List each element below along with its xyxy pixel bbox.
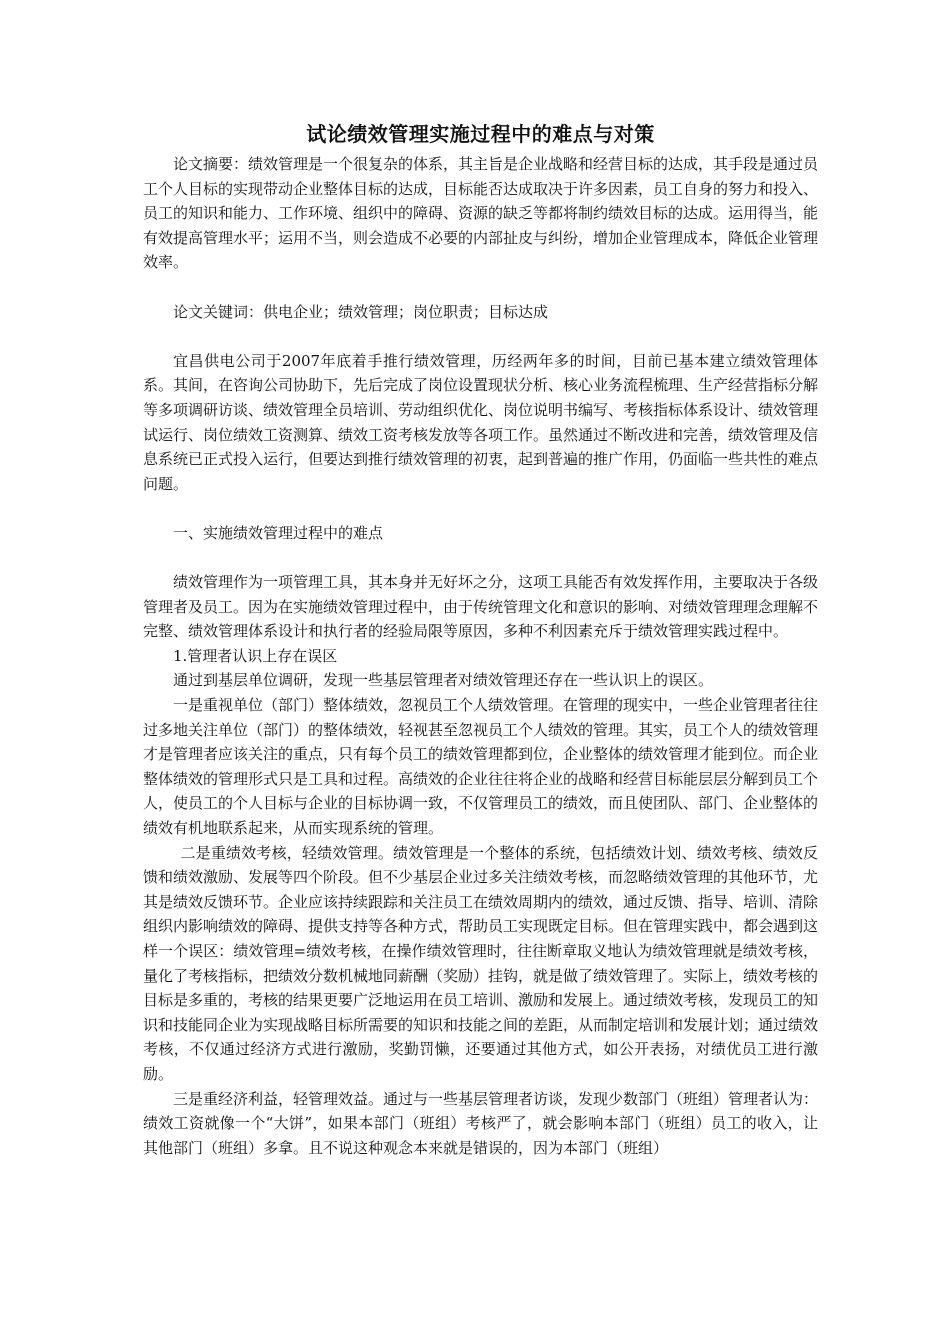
keywords-paragraph: 论文关键词：供电企业；绩效管理；岗位职责；目标达成 — [173, 302, 549, 321]
abstract-paragraph: 论文摘要：绩效管理是一个很复杂的体系，其主旨是企业战略和经营目标的达成，其手段是通过员工个人目标的实现带动企业整体目标的达成，目标能否达成取决于许多因素，员工自身的努力和投入、员工的知识和能力、工作环境、组织中的障碍、资源的缺乏等都将制约绩效目标的达成。运用得当，能有效提高管理水平；运用不当，则会造成不必要的内部扯皮与纠纷，增加企业管理成本，降低企业管理效率。 — [143, 155, 819, 272]
blank-line — [143, 275, 818, 300]
blank-line — [143, 324, 818, 349]
subsection-intro-paragraph: 通过到基层单位调研，发现一些基层管理者对绩效管理还存在一些认识上的误区。 — [173, 671, 714, 690]
document-body — [143, 116, 818, 1160]
intro-paragraph: 宜昌供电公司于2007年底着手推行绩效管理，历经两年多的时间，目前已基本建立绩效管理体系。其间，在咨询公司协助下，先后完成了岗位设置现状分析、核心业务流程梳理、生产经营指标分解等多项调研访谈、绩效管理全员培训、劳动组织优化、岗位说明书编写、考核指标体系设计、绩效管理试运行、岗位绩效工资测算、绩效工资考核发放等各项工作。虽然通过不断改进和完善，绩效管理及信息系统已正式投入运行，但要达到推行绩效管理的初衷，起到普遍的推广作用，仍面临一些共性的难点问题。 — [143, 351, 819, 493]
document-title: 试论绩效管理实施过程中的难点与对策 — [306, 122, 655, 146]
blank-line — [143, 496, 818, 521]
section-intro-paragraph: 绩效管理作为一项管理工具，其本身并无好坏之分，这项工具能否有效发挥作用，主要取决于各级管理者及员工。因为在实施绩效管理过程中，由于传统管理文化和意识的影响、对绩效管理理念理解不完整、绩效管理体系设计和执行者的经验局限等原因，多种不利因素充斥于绩效管理实践过程中。 — [143, 573, 819, 641]
blank-line — [143, 546, 818, 571]
subsection-heading: 1.管理者认识上存在误区 — [173, 646, 338, 665]
point-one-paragraph: 一是重视单位（部门）整体绩效，忽视员工个人绩效管理。在管理的现实中，一些企业管理者往往过多地关注单位（部门）的整体绩效，轻视甚至忽视员工个人绩效的管理。其实，员工个人的绩效管理才是管理者应该关注的重点，只有每个员工的绩效管理都到位，企业整体的绩效管理才能到位。而企业整体绩效的管理形式只是工具和过程。高绩效的企业往往将企业的战略和经营目标能层层分解到员工个人，使员工的个人目标与企业的目标协调一致，不仅管理员工的绩效，而且使团队、部门、企业整体的绩效有机地联系起来，从而实现系统的管理。 — [143, 696, 819, 838]
section-heading: 一、实施绩效管理过程中的难点 — [173, 523, 384, 542]
point-three-paragraph: 三是重经济利益，轻管理效益。通过与一些基层管理者访谈，发现少数部门（班组）管理者认为：绩效工资就像一个“大饼”，如果本部门（班组）考核严了，就会影响本部门（班组）员工的收入，让其他部门（班组）多拿。且不说这种观念本来就是错误的，因为本部门（班组） — [143, 1089, 819, 1157]
point-two-paragraph: 二是重绩效考核，轻绩效管理。绩效管理是一个整体的系统，包括绩效计划、绩效考核、绩效反馈和绩效激励、发展等四个阶段。但不少基层企业过多关注绩效考核，而忽略绩效管理的其他环节，尤其是绩效反馈环节。企业应该持续跟踪和关注员工在绩效周期内的绩效，通过反馈、指导、培训、清除组织内影响绩效的障碍、提供支持等各种方式，帮助员工实现既定目标。但在管理实践中，都会遇到这样一个误区：绩效管理=绩效考核，在操作绩效管理时，往往断章取义地认为绩效管理就是绩效考核，量化了考核指标，把绩效分数机械地同薪酬（奖励）挂钩，就是做了绩效管理了。实际上，绩效考核的目标是多重的，考核的结果更要广泛地运用在员工培训、激励和发展上。通过绩效考核，发现员工的知识和技能同企业为实现战略目标所需要的知识和技能之间的差距，从而制定培训和发展计划；通过绩效考核，不仅通过经济方式进行激励，奖勤罚懒，还要通过其他方式，如公开表扬，对绩优员工进行激励。 — [143, 843, 819, 1083]
